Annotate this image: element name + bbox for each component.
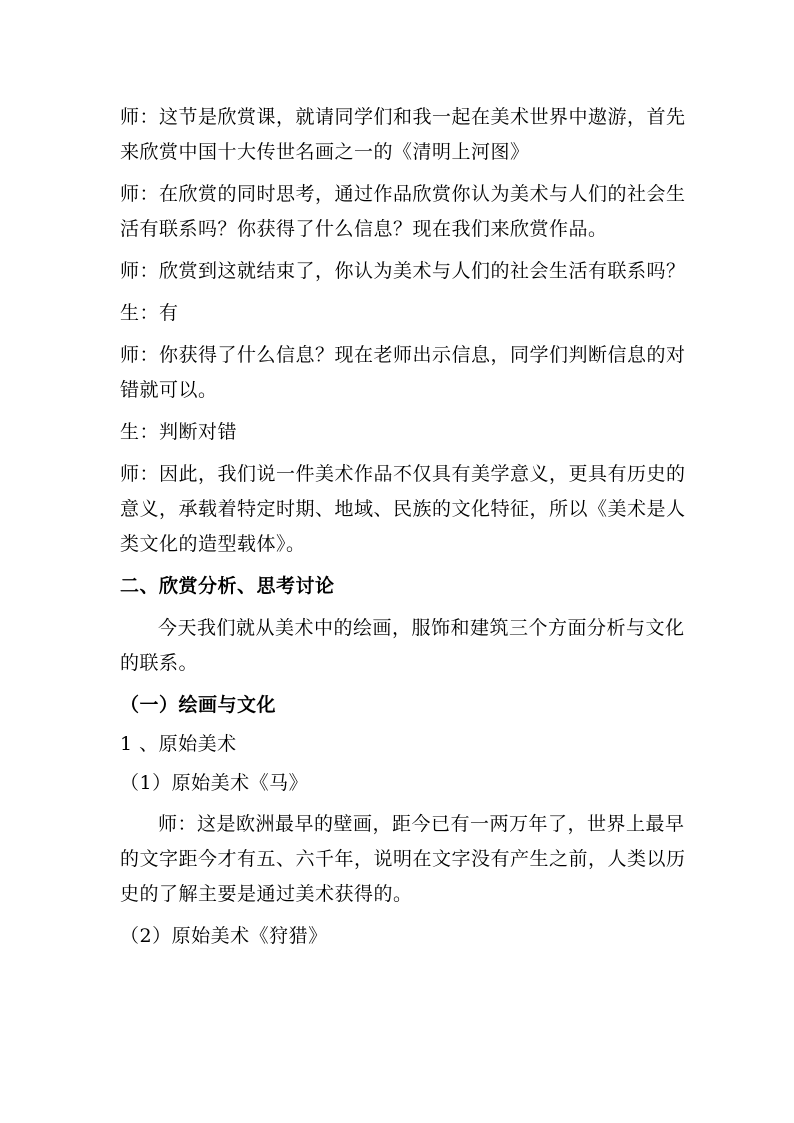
section-intro (120, 611, 685, 681)
text-line: 活有联系吗？你获得了什么信息？现在我们来欣赏作品。 (120, 218, 608, 240)
text-line: 意义，承载着特定时期、地域、民族的文化特征，所以《美术是人 (120, 498, 686, 520)
paragraph-6 (120, 415, 668, 450)
text-line: 生：有 (120, 302, 179, 324)
paragraph-5 (120, 338, 686, 408)
paragraph-1 (120, 100, 686, 170)
list-item: （2）原始美术《狩猎》 (120, 925, 328, 947)
item-paragraph (120, 807, 686, 912)
section-heading: 二、欣赏分析、思考讨论 (120, 575, 335, 597)
paragraph-7 (120, 457, 686, 562)
list-item: （1）原始美术《马》 (120, 772, 309, 794)
text-line: 生：判断对错 (120, 421, 238, 443)
text-line: 的文字距今才有五、六千年，说明在文字没有产生之前，人类以历 (120, 848, 686, 870)
text-line: 师：这节是欣赏课，就请同学们和我一起在美术世界中遨游，首先 (120, 106, 686, 128)
text-line: 类文化的造型载体》。 (120, 533, 306, 555)
text-line: 今天我们就从美术中的绘画，服饰和建筑三个方面分析与文化 (158, 617, 685, 639)
text-line: 师：欣赏到这就结束了，你认为美术与人们的社会生活有联系吗？ (120, 260, 686, 282)
text-line: 师：这是欧洲最早的壁画，距今已有一两万年了，世界上最早 (158, 813, 685, 835)
text-line: 师：因此，我们说一件美术作品不仅具有美学意义，更具有历史的 (120, 463, 686, 485)
text-line: 师：你获得了什么信息？现在老师出示信息，同学们判断信息的对 (120, 344, 686, 366)
paragraph-2 (120, 177, 686, 247)
list-item: 1 、原始美术 (120, 733, 237, 755)
text-line: 师：在欣赏的同时思考，通过作品欣赏你认为美术与人们的社会生 (120, 183, 686, 205)
text-line: 的联系。 (120, 652, 199, 674)
subsection-heading: （一）绘画与文化 (120, 694, 277, 716)
paragraph-3 (120, 254, 686, 289)
text-line: 错就可以。 (120, 379, 218, 401)
document-page (120, 100, 686, 954)
text-line: 史的了解主要是通过美术获得的。 (120, 883, 413, 905)
text-line: 来欣赏中国十大传世名画之一的《清明上河图》 (120, 141, 530, 163)
paragraph-4 (120, 296, 668, 331)
